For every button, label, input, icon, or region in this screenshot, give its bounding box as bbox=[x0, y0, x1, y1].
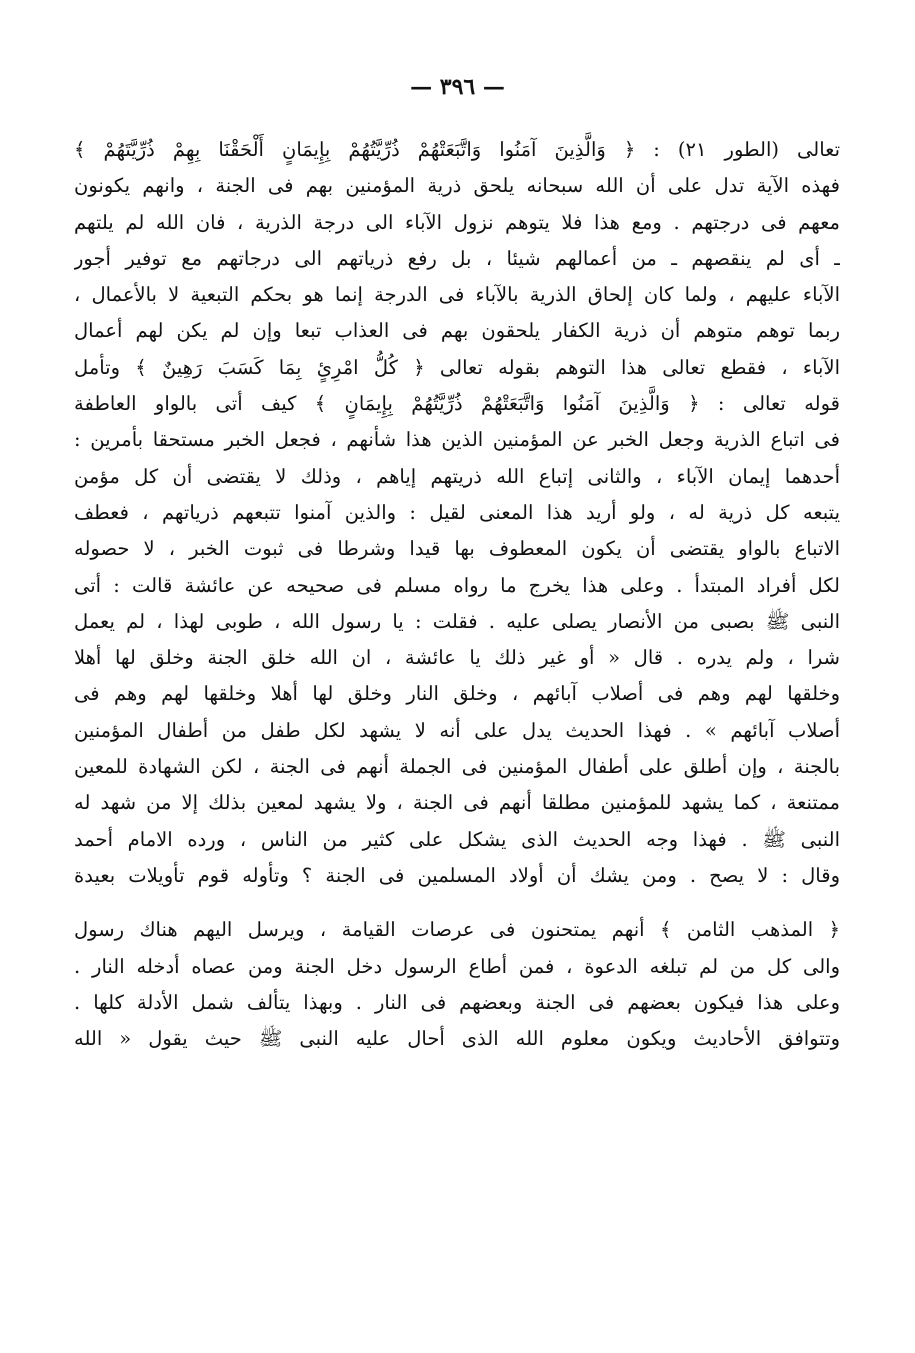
body-text bbox=[74, 132, 840, 1057]
text-line: وعلى هذا فيكون بعضهم فى الجنة وبعضهم فى النار . وبهذا يتألف شمل الأدلة كلها . bbox=[74, 990, 840, 1014]
text-line: فى اتباع الذرية وجعل الخبر عن المؤمنين الذين هذا شأنهم ، فجعل الخبر مستحقا بأمرين : bbox=[74, 428, 840, 452]
text-line: معهم فى درجتهم . ومع هذا فلا يتوهم نزول الآباء الى درجة الذرية ، فان الله لم يلتهم bbox=[74, 210, 840, 234]
text-line: شرا ، ولم يدره . قال « أو غير ذلك يا عائشة ، ان الله خلق الجنة وخلق لها أهلا bbox=[74, 646, 840, 670]
text-line: ربما توهم متوهم أن ذرية الكفار يلحقون بهم فى العذاب تبعا وإن لم يكن لهم أعمال bbox=[74, 319, 840, 343]
text-line: لكل أفراد المبتدأ . وعلى هذا يخرج ما رواه مسلم فى صحيحه عن عائشة قالت : أتى bbox=[74, 573, 840, 597]
text-line: والى كل من لم تبلغه الدعوة ، فمن أطاع الرسول دخل الجنة ومن عصاه أدخله النار . bbox=[74, 954, 840, 978]
text-line: ممتنعة ، كما يشهد للمؤمنين مطلقا أنهم فى الجنة ، ولا يشهد لمعين بذلك إلا من شهد له bbox=[74, 791, 840, 815]
text-line: أصلاب آبائهم » . فهذا الحديث يدل على أنه لا يشهد لكل طفل من أطفال المؤمنين bbox=[74, 718, 840, 742]
text-line: وخلقها لهم وهم فى أصلاب آبائهم ، وخلق النار وخلق لها أهلا وخلقها لهم وهم فى bbox=[74, 682, 840, 706]
paragraph bbox=[74, 132, 840, 894]
text-line: النبى ﷺ . فهذا وجه الحديث الذى يشكل على كثير من الناس ، ورده الامام أحمد bbox=[74, 827, 840, 851]
text-line: النبى ﷺ بصبى من الأنصار يصلى عليه . فقلت : يا رسول الله ، طوبى لهذا ، لم يعمل bbox=[74, 609, 840, 633]
text-line: ـ أى لم ينقصهم ـ من أعمالهم شيئا ، بل رفع ذرياتهم الى درجاتهم مع توفير أجور bbox=[74, 246, 840, 270]
text-line: وتتوافق الأحاديث ويكون معلوم الله الذى أحال عليه النبى ﷺ حيث يقول « الله bbox=[74, 1027, 840, 1051]
text-line: الآباء عليهم ، ولما كان إلحاق الذرية بالآباء فى الدرجة إنما هو بحكم التبعية لا بالأعمال ، bbox=[74, 283, 840, 307]
text-line: بالجنة ، وإن أطلق على أطفال المؤمنين فى الجملة أنهم فى الجنة ، لكن الشهادة للمعين bbox=[74, 755, 840, 779]
text-line: تعالى (الطور ٢١) : ﴿ وَالَّذِينَ آمَنُوا وَاتَّبَعَتْهُمْ ذُرِّيَّتُهُمْ بِإِيمَانٍ أَلْحَقْنَا بِهِمْ ذُرِّيَّتَهُمْ ﴾ bbox=[74, 138, 840, 161]
paragraph bbox=[74, 912, 840, 1057]
text-line: الآباء ، فقطع تعالى هذا التوهم بقوله تعالى ﴿ كُلُّ امْرِئٍ بِمَا كَسَبَ رَهِينٌ ﴾ وتأمل bbox=[74, 355, 840, 379]
text-line: يتبعه كل ذرية له ، ولو أريد هذا المعنى لقيل : والذين آمنوا تتبعهم ذرياتهم ، فعطف bbox=[74, 500, 840, 524]
page-number: — ٣٩٦ — bbox=[410, 74, 505, 100]
text-line: أحدهما إيمان الآباء ، والثانى إتباع الله ذريتهم إياهم ، وذلك لا يقتضى أن كل مؤمن bbox=[74, 464, 840, 488]
text-line: ﴿ المذهب الثامن ﴾ أنهم يمتحنون فى عرصات القيامة ، ويرسل اليهم هناك رسول bbox=[74, 918, 840, 942]
text-line: فهذه الآية تدل على أن الله سبحانه يلحق ذرية المؤمنين بهم فى الجنة ، وانهم يكونون bbox=[74, 174, 840, 198]
text-line: وقال : لا يصح . ومن يشك أن أولاد المسلمين فى الجنة ؟ وتأوله قوم تأويلات بعيدة bbox=[74, 863, 840, 887]
text-line: قوله تعالى : ﴿ وَالَّذِينَ آمَنُوا وَاتَّبَعَتْهُمْ ذُرِّيَّتُهُمْ بِإِيمَانٍ ﴾ كيف أتى بالواو العاطفة bbox=[74, 392, 840, 416]
text-line: الاتباع بالواو يقتضى أن يكون المعطوف بها قيدا وشرطا فى ثبوت الخبر ، لا حصوله bbox=[74, 537, 840, 561]
